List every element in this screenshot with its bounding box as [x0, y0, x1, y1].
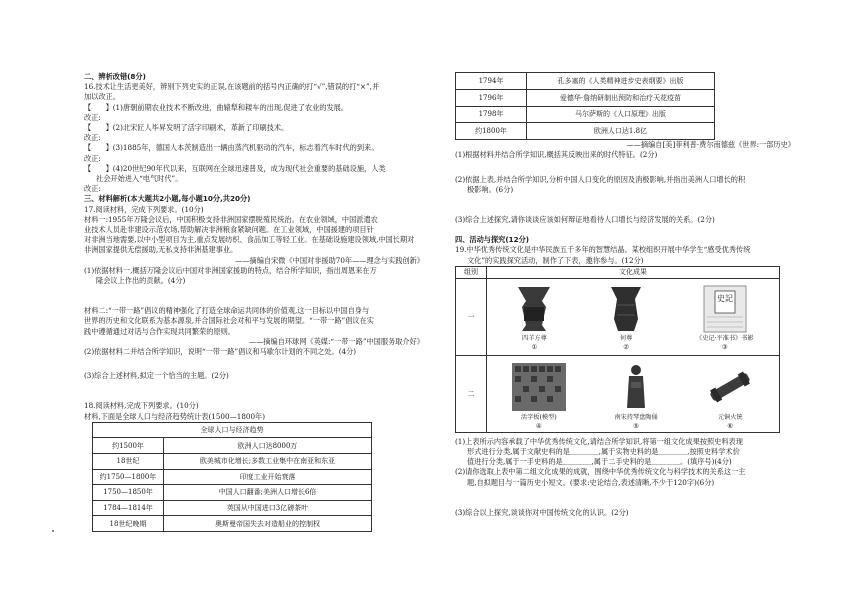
table-cell: 印度工业开始衰落 — [164, 469, 372, 485]
group-1-images — [487, 278, 780, 355]
movable-type-image — [511, 362, 567, 412]
artifact-movable-type — [511, 362, 567, 430]
population-table-header: 全球人口与经济趋势 — [93, 422, 372, 438]
image-number: ③ — [721, 342, 728, 351]
q16-stem: 16.技术让生活更美好，辨别下列史实的正误,在该题前的括号内正确的打“√”,错误的打“×”,并 — [84, 82, 380, 92]
q18-source: ——摘编自[美]菲利普·费尔南德兹《世界:一部历史》 — [626, 140, 795, 150]
table-row — [456, 106, 715, 123]
image-caption: 元铜火铳 — [717, 413, 743, 421]
table-cell: 约1750—1800年 — [93, 469, 164, 485]
q17-material-1-l3: 对非洲当地需要,以中小型项目为主,重点发展纺织、食品加工等轻工业。在基础设施建设领域,中国长期对 — [84, 235, 415, 245]
table-cell: 奥斯曼帝国失去对造船业的控制权 — [164, 516, 372, 532]
q17-material-1: 材料一:1955年万隆会议后，中国积极支持非洲国家摆脱殖民统治。在农业领域，中国派遣农 — [84, 214, 378, 224]
artifact-he-zun — [607, 285, 645, 351]
table-cell: 18世纪 — [93, 454, 164, 470]
table-cell: 欧美城市化增长;多数工业集中在南亚和东亚 — [164, 454, 372, 470]
q18-question-1: (1)根据材料并结合所学知识,概括其反映出来的时代特征。(2分) — [455, 150, 658, 160]
q16-item-4-cont: 社会开始进入“电气时代”。 — [96, 174, 183, 184]
table-row — [93, 500, 372, 516]
table-cell: 约1500年 — [93, 438, 164, 454]
table-cell: 1796年 — [456, 89, 527, 106]
q17-material-2-source: ——摘编自环球网《英媒:“一带一路”中国服务取介好》 — [248, 336, 424, 346]
table-row — [456, 89, 715, 106]
artifact-shiji-book — [696, 285, 754, 351]
q16-item-2: 【 】(2)北宋匠人毕昇发明了活字印刷术，革新了印刷技术。 — [84, 123, 289, 133]
population-table — [92, 422, 372, 532]
bronze-cannon-image — [705, 362, 755, 412]
table-cell: 18世纪晚期 — [93, 516, 164, 532]
q17-question-1-cont: 隆会议上作出的贡献。(4分) — [96, 276, 186, 286]
q19-question-2: (2)请你选取上表中第二组文化成果的成就，围绕中华优秀传统文化与科学技术的关系这一主 — [455, 467, 746, 477]
q18-question-2: (2)依据上表,并结合所学知识,分析中国人口变化的原因及消极影响,并指出美洲人口增长的积 — [455, 174, 746, 184]
image-caption: 何尊 — [619, 334, 633, 342]
q16-stem-2: 加以改正。 — [84, 92, 120, 102]
table-cell: 爱德华·詹纳研制出预防和治疗天花疫苗 — [527, 89, 715, 106]
q17-material-2: 材料二:“一带一路”倡议的精神强化了打造全球命运共同体的价值观,这一目标以中国自身与 — [84, 306, 370, 316]
section-2-title: 二、辨析改错(8分) — [84, 72, 146, 81]
q18-question-3: (3)综合上述探究,请你谈谈应该如何辩证地看待人口增长与经济发展的关系。(2分) — [455, 215, 715, 224]
q19-question-2-cont: 题,自拟题目与一篇历史小短文。(要求:史论结合,表述清晰,不少于120字)(6分) — [467, 477, 715, 487]
table-row-group-1 — [456, 278, 780, 355]
q17-material-1-l4: 非洲国家提供无偿援助,无私支持非洲基建事业。 — [84, 245, 238, 255]
table-cell: 欧洲人口达1.8亿 — [527, 123, 715, 140]
table-cell: 欧洲人口达8000万 — [164, 438, 372, 454]
table-cell: 中国人口翻番;美洲人口增长6倍 — [164, 485, 372, 501]
q19-question-1-l2: 形式进行分类,属于文献史料的是＿＿＿＿,属于实物史料的是＿＿＿＿,按照史料学术价 — [467, 447, 740, 457]
table-cell: 1794年 — [456, 73, 527, 90]
pottery-figurine-image — [621, 362, 651, 412]
right-column — [455, 72, 795, 518]
population-table-continued — [455, 72, 715, 140]
bronze-zun-image — [607, 285, 645, 333]
bronze-vessel-image — [512, 285, 556, 333]
image-number: ① — [531, 342, 538, 351]
q16-item-1: 【 】(1)唐朝前期农业技术不断改进，曲辕犁和耧车的出现,促进了农业的发展。 — [84, 102, 349, 112]
group-2-images — [487, 355, 780, 432]
image-number: ② — [623, 342, 630, 351]
book-page-image — [703, 285, 747, 333]
q17-title: 17.阅读材料，完成下列要求。(10分) — [84, 204, 204, 214]
table-row — [456, 123, 715, 140]
section-3-title: 三、材料解析(本大题共2小题,每小题10分,共20分) — [84, 194, 251, 204]
image-caption: 活字板(模型) — [520, 413, 557, 421]
table-header-row — [456, 266, 780, 278]
group-label: 二 — [456, 355, 487, 432]
image-number: ⑥ — [727, 421, 734, 430]
table-row — [456, 73, 715, 90]
table-cell: 马尔萨斯的《人口原理》出版 — [527, 106, 715, 123]
image-number: ⑤ — [633, 421, 639, 430]
table-row — [93, 438, 372, 454]
q16-correction-2: 改正: — [84, 133, 101, 143]
q17-material-1-source: ——摘编自宋微《中国对非援助70年——理念与实践创新》 — [235, 255, 424, 265]
q19-question-1: (1)上表所示内容承载了中华优秀传统文化,请结合所学知识,将第一组文化成果按照史料表现 — [455, 436, 743, 446]
table-row-group-2 — [456, 355, 780, 432]
artifact-pottery-figurine — [614, 362, 657, 430]
table-cell: 约1800年 — [456, 123, 527, 140]
q16-correction-3: 改正: — [84, 153, 101, 163]
table-row — [93, 454, 372, 470]
col-header-achievements: 文化成果 — [487, 266, 780, 278]
q19-stem: 19.中华优秀传统文化是中华民族五千多年的智慧结晶。某校组织开展中华学生“感受优秀传统 — [455, 245, 751, 255]
q17-material-2-l3: 践中遵循通过对话与合作实现共同繁荣的原则。 — [84, 326, 235, 336]
page-mark — [52, 530, 54, 532]
culture-table — [455, 266, 780, 433]
table-cell: 1798年 — [456, 106, 527, 123]
table-row — [93, 516, 372, 532]
q16-correction-1: 改正: — [84, 112, 101, 122]
image-caption: 南宋持琴盘陶俑 — [614, 413, 658, 421]
q17-material-1-l2: 业技术人员赴非建设示范农场,帮助解决非洲粮食紧缺问题。在工业领域，中国援建的项目针 — [84, 225, 374, 235]
left-column — [84, 72, 424, 532]
q17-question-2: (2)依据材料二并结合所学知识，说明“一带一路”倡议和马歇尔计划的不同之处。(4分) — [84, 347, 357, 357]
q19-question-1-l3: 值进行分类,属于一手史料的是＿＿＿＿,属于二手史料的是＿＿＿＿。(填序号)(4分) — [467, 457, 732, 467]
table-cell: 1750—1850年 — [93, 485, 164, 501]
image-number: ④ — [535, 421, 542, 430]
table-row — [93, 469, 372, 485]
table-cell: 英国从中国进口3亿磅茶叶 — [164, 500, 372, 516]
q18-title: 18.阅读材料,完成下列要求。(10分) — [84, 401, 199, 411]
table-row — [93, 485, 372, 501]
q16-item-3: 【 】(3)1885年，德国人本茨制造出一辆由蒸汽机驱动的汽车，标志着汽车时代的到来。 — [84, 143, 379, 153]
artifact-siyang-fangzun — [512, 285, 556, 351]
section-4-title: 四、活动与探究(12分) — [455, 235, 530, 245]
table-cell: 孔多塞的《人类精神进步史表纲要》出版 — [527, 73, 715, 90]
image-caption: 《史记·平准书》书影 — [695, 334, 754, 342]
q19-question-3: (3)综合以上探究,谈谈你对中国传统文化的认识。(2分) — [455, 507, 629, 517]
q18-intro: 材料,下面是全球人口与经济趋势统计表(1500—1800年) — [84, 411, 266, 421]
q17-question-3: (3)综合上述材料,拟定一个恰当的主题。(2分) — [84, 371, 229, 381]
q17-material-2-l2: 世界的历史和文化联系为基本源泉,并合国际社会对和平与发展的期望。“一带一路”倡议在实 — [84, 316, 374, 326]
q17-question-1: (1)依据材料一,概括万隆会议后中国对非洲国家援助的特点，结合所学知识，指出周恩来在万 — [84, 265, 377, 275]
q18-question-2-cont: 极影响。(6分) — [467, 184, 514, 194]
q16-item-4: 【 】(4)20世纪90年代以来，互联网在全球迅速普及，成为现代社会重要的基础设施，人类 — [84, 163, 386, 173]
col-header-group: 组别 — [456, 266, 487, 278]
q19-stem-cont: 文化”的实践探究活动，制作了下表，邀你参与。(12分) — [467, 255, 644, 265]
book-seal-text: 史記 — [716, 293, 733, 303]
table-cell: 1784—1814年 — [93, 500, 164, 516]
image-caption: 四羊方尊 — [522, 334, 547, 342]
artifact-bronze-cannon — [705, 362, 755, 430]
q16-correction-4: 改正: — [84, 184, 101, 194]
group-label: 一 — [456, 278, 487, 355]
